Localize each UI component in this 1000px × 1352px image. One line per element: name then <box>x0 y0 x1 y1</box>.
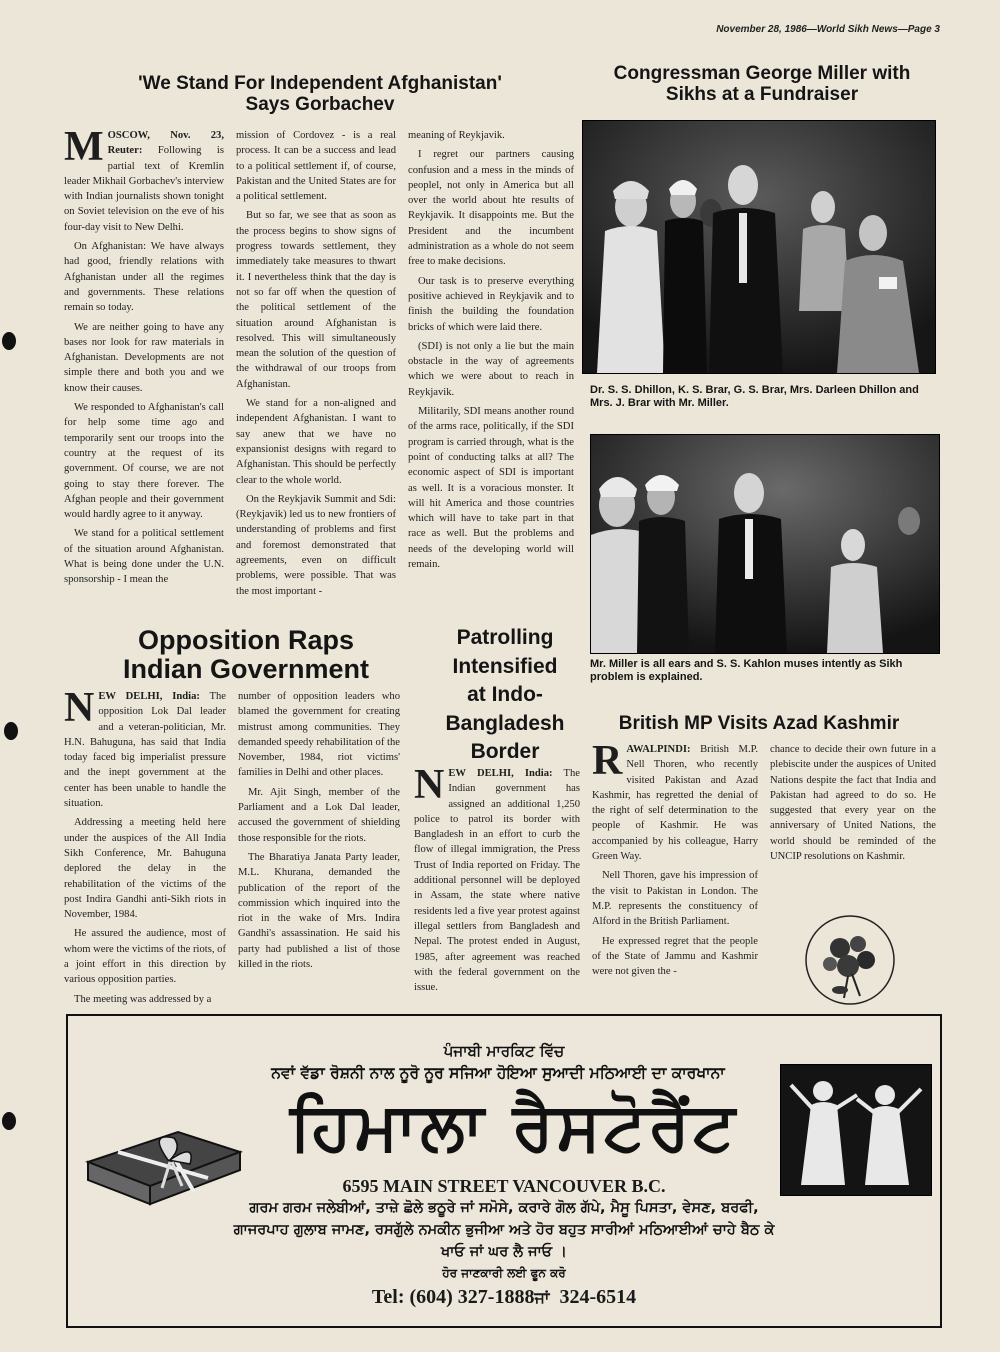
ad-items-line-2: ਗਾਜਰਪਾਹ ਗੁਲਾਬ ਜਾਮਣ, ਰਸਗੁੱਲੇ ਨਮਕੀਨ ਭੁਜੀਆ ਅਤੇ ਹੋਰ ਬਹੁਤ ਸਾਰੀਆਂ ਮਠਿਆਈਆਂ ਚਾਹੇ ਬੈਠ ਕੇ <box>233 1222 775 1238</box>
paragraph: meaning of Reykjavik. <box>408 130 505 141</box>
paragraph: The opposition Lok Dal leader and a veteran-politician, Mr. H.N. Bahuguna, has said that India today faced big imperialist pressure and the inept government at the center has been unable to handle the situation. <box>64 691 226 810</box>
binder-hole <box>2 1112 16 1130</box>
paragraph: We responded to Afghanistan's call for help some time ago and temporarily sent our troops into the country at the request of its government. Of course, we are not going to stay there forever. The Afghan people and their government would hardly agree to it anyway. <box>64 402 224 521</box>
kashmir-headline: British MP Visits Azad Kashmir <box>618 713 900 734</box>
gorbachev-headline-line2: Says Gorbachev <box>245 93 395 115</box>
photo-fundraiser-group-image <box>583 121 935 373</box>
himala-restaurant-ad <box>66 1014 942 1328</box>
flower-icon <box>800 908 900 1008</box>
dropcap: M <box>64 124 104 170</box>
ad-telephone <box>68 1286 940 1309</box>
paragraph: But so far, we see that as soon as the process begins to show signs of progress towards settlement, they immediately take measures to thwart it. I nevertheless think that the day is not so far off when the question of the political settlement of the situation around Afghanistan is resolved. This will simultaneously mean the solution of the question of the withdrawal of our troops from Afghanistan. <box>236 210 396 390</box>
miller-headline-line2: Sikhs at a Fundraiser <box>665 83 859 105</box>
dateline: EW DELHI, India: <box>448 768 553 779</box>
dateline: OSCOW, Nov. 23, Reuter: <box>107 130 224 157</box>
photo-miller-kahlon <box>590 434 940 654</box>
paragraph: British M.P. Nell Thoren, who recently visited Pakistan and Azad Kashmir, has regretted the denial of the right of self determination to the people of Kashmir. He was accompanied by his colleague, Harry Green Way. <box>592 744 758 863</box>
patrolling-headline-line: Intensified <box>452 654 558 678</box>
paragraph: Mr. Ajit Singh, member of the Parliament and a Lok Dal leader, accused the government of shielding those responsible for the riots. <box>238 786 400 844</box>
dropcap: R <box>592 738 623 784</box>
paragraph: We stand for a non-aligned and independent Afghanistan. I want to say anew that we have no expansionist designs with regard to Afghanistan. This should be perfectly clear to the whole world. <box>236 398 396 486</box>
opposition-column-2 <box>238 689 400 976</box>
gorbachev-column-3 <box>408 128 574 576</box>
ad-line-2: ਨਵਾਂ ਵੱਡਾ ਰੋਸ਼ਨੀ ਨਾਲ ਨੂਰੋ ਨੂਰ ਸਜਿਆ ਹੋਇਆ ਸੁਆਦੀ ਮਠਿਆਈ ਦਾ ਕਾਰਖਾਨਾ <box>271 1064 725 1082</box>
binder-hole <box>4 722 18 740</box>
photo-caption-2: Mr. Miller is all ears and S. S. Kahlon muses intently as Sikh problem is explained. <box>590 658 903 683</box>
paragraph: On the Reykjavik Summit and Sdi: (Reykjavik) led us to new frontiers of understanding of problems and first and foremost demonstrated that agreements, even on difficult problems, were possible. That was the most important - <box>236 493 396 597</box>
miller-headline <box>584 64 940 105</box>
ad-items-line-1: ਗਰਮ ਗਰਮ ਜਲੇਬੀਆਂ, ਤਾਜ਼ੇ ਛੋਲੇ ਭਠੂਰੇ ਜਾਂ ਸਮੋਸੇ, ਕਰਾਰੇ ਗੋਲ ਗੱਪੇ, ਮੈਸੂ ਪਿਸਤਾ, ਵੇਸਣ, ਬਰਫੀ, <box>249 1200 759 1216</box>
restaurant-name: ਹਿਮਾਲਾ ਰੈਸਟੋਰੈਂਟ <box>290 1088 738 1165</box>
ad-info: ਹੋਰ ਜਾਣਕਾਰੀ ਲਈ ਫੂਨ ਕਰੋ <box>442 1266 566 1280</box>
patrolling-headline-line: Border <box>470 740 540 763</box>
paragraph: Following is partial text of Kremlin leader Mikhail Gorbachev's interview with Indian journalists shown tonight on Soviet television on the eve of his four-day visit to New Delhi. <box>64 145 224 233</box>
gorbachev-headline <box>70 74 570 115</box>
binder-hole <box>2 332 16 350</box>
paragraph: We stand for a political settlement of the situation around Afghanistan. What is being done under the U.N. sponsorship - I mean the <box>64 528 224 586</box>
patrolling-column <box>414 762 580 999</box>
kashmir-column-1 <box>592 738 758 983</box>
paragraph: Militarily, SDI means another round of the arms race, politically, if the SDI program is carried through, what is the point of conducting talks at all? The economic aspect of SDI is important as well. It is a voracious monster. It will hit America and those countries which will have to take part in that race as well. But the problems and needs of the developing world will remain. <box>408 406 574 571</box>
photo-miller-kahlon-image <box>591 435 939 653</box>
page-folio: November 28, 1986—World Sikh News—Page 3 <box>716 24 940 35</box>
patrolling-headline-line: at Indo- <box>467 683 543 706</box>
patrolling-headline-line: Bangladesh <box>445 711 565 735</box>
paragraph: Addressing a meeting held here under the auspices of the All India Sikh Conference, Mr. Bahuguna deplored the delay in the rehabilitation of the victims of the post Indira Gandhi anti-Sikh riots in November, 1984. <box>64 817 226 921</box>
ad-line-1: ਪੰਜਾਬੀ ਮਾਰਕਿਟ ਵਿੱਚ <box>443 1042 565 1060</box>
opposition-headline <box>66 626 426 684</box>
dropcap: N <box>414 762 445 808</box>
opposition-column-1 <box>64 685 226 1011</box>
paragraph: chance to decide their own future in a plebiscite under the auspices of United Nations despite the fact that India and Pakistan had agreed to do so. He suggested that every year on the anniversary of United Nations, the world should be reminded of the UNCIP resolutions on Kashmir. <box>770 744 936 863</box>
paragraph: The Indian government has assigned an additional 1,250 police to patrol its border with Bangladesh in an effort to curb the flow of illegal immigration, the Press Trust of India reported on Friday. The additional personnel will be deployed in Assam, the state where native residents led a five year protest against illegal settlers from Bangladesh and Nepal. The protest ended in August, 1985, after agreement was reached with the federal government on the issue. <box>414 768 580 994</box>
paragraph: On Afghanistan: We have always had good, friendly relations with Afghanistan under all the regimes and governments. These relations remain so today. <box>64 241 224 314</box>
opposition-headline-line2: Indian Government <box>122 654 370 685</box>
floral-ornament <box>800 908 900 1008</box>
gorbachev-column-1 <box>64 124 224 592</box>
opposition-headline-line1: Opposition Raps <box>138 625 354 655</box>
miller-headline-line1: Congressman George Miller with <box>613 63 911 84</box>
paragraph: Our task is to preserve everything positive achieved in Reykjavik and to finish the building the foundation bricks of which were laid there. <box>408 275 574 333</box>
patrolling-headline-line: Patrolling <box>456 626 554 649</box>
paragraph: We are neither going to have any bases nor look for raw materials in Afghanistan. Developments are not simple there and both you and we know their causes. <box>64 321 224 394</box>
paragraph: He expressed regret that the people of the State of Jammu and Kashmir were not given the - <box>592 935 758 978</box>
phone-or: ਜਾਂ <box>534 1288 550 1307</box>
kashmir-lead <box>592 738 758 864</box>
phone-number-1: Tel: (604) 327-1888 <box>371 1286 535 1308</box>
dateline: EW DELHI, India: <box>98 691 200 702</box>
patrolling-headline <box>412 624 598 767</box>
paragraph: number of opposition leaders who blamed the government for creating mistrust among communities. They demanded speedy rehabilitation of the November, 1984, riot victims' families in Delhi and other places. <box>238 691 400 779</box>
paragraph: I regret our partners causing confusion and a mess in the minds of peoplel, not only in America but all over the world about hte results of Reykjavik. It disappoints me. But the President and the incumbent administration as a whole do not seem free to make decisions. <box>408 149 574 268</box>
dateline: AWALPINDI: <box>626 744 691 755</box>
ad-address: 6595 MAIN STREET VANCOUVER B.C. <box>342 1176 666 1196</box>
patrolling-lead <box>414 762 580 995</box>
paragraph: The meeting was addressed by a <box>74 993 212 1005</box>
paragraph: mission of Cordovez - is a real process. It can be a success and lead to a political settlement if, of course, Pakistan and the United States are for a political settlement. <box>236 130 396 203</box>
dropcap: N <box>64 685 95 731</box>
paragraph: The Bharatiya Janata Party leader, M.L. Khurana, demanded the publication of the report of the commission which inquired into the riot in the wake of Mrs. Indira Gandhi's assassination. He said his party had published a list of those killed in the riots. <box>238 851 400 971</box>
gorbachev-lead <box>64 124 224 235</box>
kashmir-column-2 <box>770 742 936 868</box>
paragraph: (SDI) is not only a lie but the main obstacle in the way of agreements which we were about to reach in Reykjavik. <box>408 340 574 398</box>
gorbachev-column-2 <box>236 128 396 603</box>
gorbachev-headline-line1: 'We Stand For Independent Afghanistan' <box>138 73 502 94</box>
photo-caption-1: Dr. S. S. Dhillon, K. S. Brar, G. S. Brar, Mrs. Darleen Dhillon and Mrs. J. Brar with Mr. Miller. <box>590 384 919 409</box>
paragraph: Nell Thoren, gave his impression of the visit to Pakistan in London. The M.P. represents the constituency of Alford in the British Parliament. <box>592 870 758 928</box>
photo-fundraiser-group <box>582 120 936 374</box>
ad-items-line-3: ਖਾਓ ਜਾਂ ਘਰ ਲੈ ਜਾਓ । <box>441 1244 567 1260</box>
paragraph: He assured the audience, most of whom were the victims of the riots, of a joint effort in this direction by various opposition parties. <box>64 928 226 986</box>
phone-number-2: 324-6514 <box>559 1286 637 1308</box>
opposition-lead <box>64 685 226 811</box>
